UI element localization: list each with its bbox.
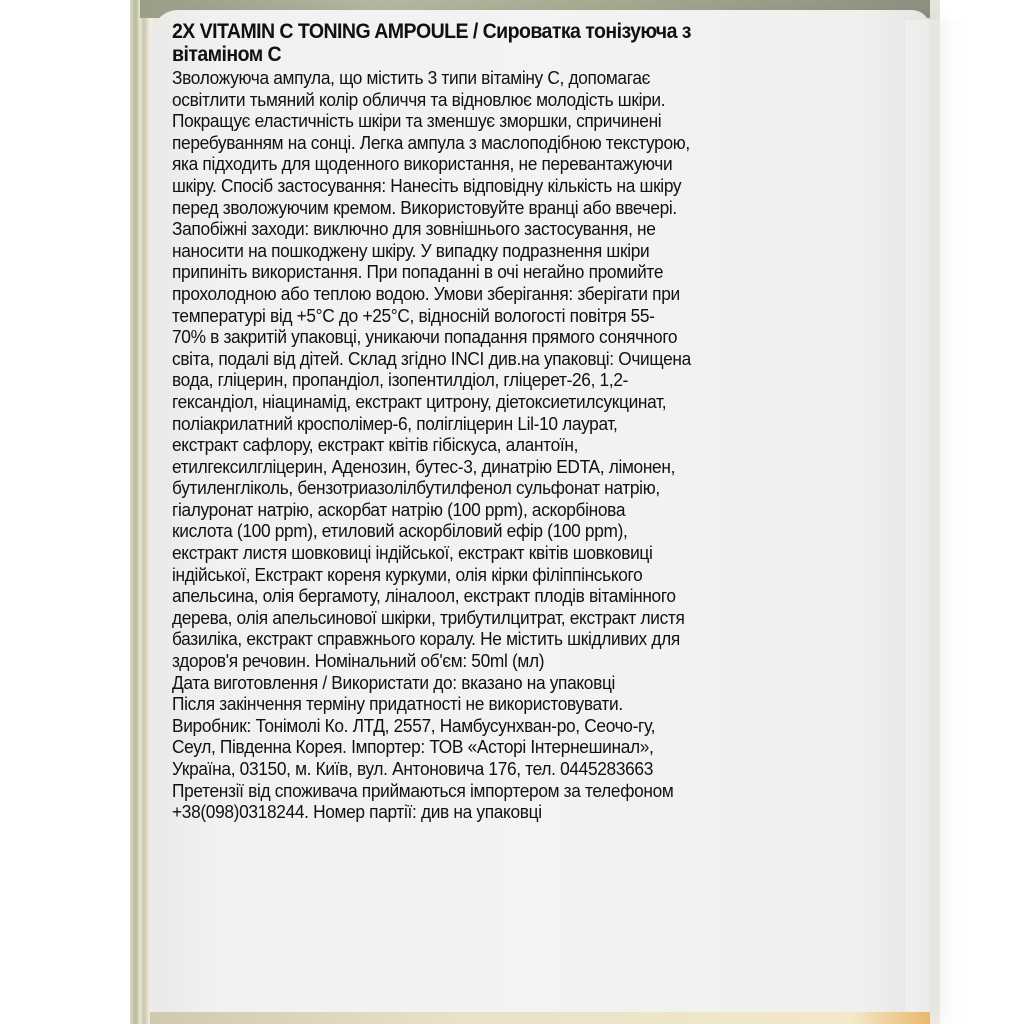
- ingredients-line: поліакрилатний кросполімер-6, полігліцерин Lil-10 лаурат,: [172, 412, 618, 434]
- claims-line: Претензії від споживача приймаються імпортером за телефоном: [172, 779, 674, 801]
- ingredients-line: дерева, олія апельсинової шкірки, трибутилцитрат, екстракт листя: [172, 606, 685, 628]
- manufacturer-line: Виробник: Тонімолі Ко. ЛТД, 2557, Намбусунхван-ро, Сеочо-гу,: [172, 714, 656, 736]
- ingredients-line: екстракт сафлору, екстракт квітів гібіскуса, алантоїн,: [172, 434, 579, 456]
- ingredients-line: вода, гліцерин, пропандіол, ізопентилдіол, гліцерет-26, 1,2-: [172, 369, 629, 391]
- importer-address-line: Україна, 03150, м. Київ, вул. Антоновича 176, тел. 0445283663: [172, 758, 653, 779]
- ingredients-line: екстракт листя шовковиці індійської, екстракт квітів шовковиці: [172, 542, 653, 564]
- storage-line: температурі від +5°С до +25°С, відносній вологості повітря 55-: [172, 304, 655, 326]
- description-line: яка підходить для щоденного використання, не перевантажуючи: [172, 153, 673, 175]
- ingredients-line: бутиленгліколь, бензотриазолілбутилфенол сульфонат натрію,: [172, 477, 660, 499]
- storage-line: 70% в закритій упаковці, уникаючи попадання прямого сонячного: [172, 326, 678, 348]
- storage-line: прохолодною або теплою водою. Умови зберігання: зберігати при: [172, 282, 680, 304]
- volume-line: здоров'я речовин. Номінальний об'єм: 50ml (мл): [172, 650, 545, 672]
- ingredients-line: етилгексилгліцерин, Аденозин, бутес-3, динатрію EDTA, лімонен,: [172, 455, 676, 477]
- precautions-line: припиніть використання. При попаданні в очі негайно промийте: [172, 261, 664, 283]
- usage-line: перед зволожуючим кремом. Використовуйте вранці або ввечері.: [172, 196, 677, 218]
- usage-line: шкіру. Спосіб застосування: Нанесіть відповідну кількість на шкіру: [172, 174, 682, 196]
- expiry-line: Після закінчення терміну придатності не використовувати.: [172, 693, 623, 715]
- dates-line: Дата виготовлення / Використати до: вказано на упаковці: [172, 671, 616, 693]
- title-line: 2X VITAMIN C TONING AMPOULE / Сироватка тонізуюча з: [172, 20, 691, 43]
- label-text: [172, 20, 916, 823]
- precautions-line: наносити на пошкоджену шкіру. У випадку подразнення шкіри: [172, 239, 650, 261]
- description-line: Покращує еластичність шкіри та зменшує зморшки, спричинені: [172, 110, 662, 132]
- description-line: перебуванням на сонці. Легка ампула з маслоподібною текстурою,: [172, 131, 690, 153]
- bottle-bottom-edge: [150, 1012, 930, 1024]
- ingredients-line: гександіол, ніацинамід, екстракт цитрону, діетоксиетилсукцинат,: [172, 390, 667, 412]
- ingredients-line: апельсина, олія бергамоту, ліналоол, екстракт плодів вітамінного: [172, 585, 676, 607]
- description-line: освітлити тьмяний колір обличчя та відновлює молодість шкіри.: [172, 88, 666, 110]
- precautions-line: Запобіжні заходи: виключно для зовнішнього застосування, не: [172, 218, 656, 240]
- ingredients-line: базиліка, екстракт справжнього коралу. Не містить шкідливих для: [172, 628, 680, 650]
- description-line: Зволожуюча ампула, що містить 3 типи вітаміну С, допомагає: [172, 67, 651, 88]
- title-line: вітаміном С: [172, 43, 282, 66]
- ingredients-line: світа, подалі від дітей. Склад згідно INCI див.на упаковці: Очищена: [172, 347, 691, 369]
- batch-line: +38(098)0318244. Номер партії: див на упаковці: [172, 801, 542, 823]
- label-body: [172, 67, 916, 823]
- importer-line: Сеул, Південна Корея. Імпортер: ТОВ «Асторі Інтернешинал»,: [172, 736, 654, 758]
- product-title: [172, 20, 916, 66]
- ingredients-line: гіалуронат натрію, аскорбат натрію (100 ppm), аскорбінова: [172, 498, 626, 520]
- ingredients-line: індійської, Екстракт кореня куркуми, олія кірки філіппінського: [172, 563, 643, 585]
- ingredients-line: кислота (100 ppm), етиловий аскорбіловий ефір (100 ppm),: [172, 520, 628, 542]
